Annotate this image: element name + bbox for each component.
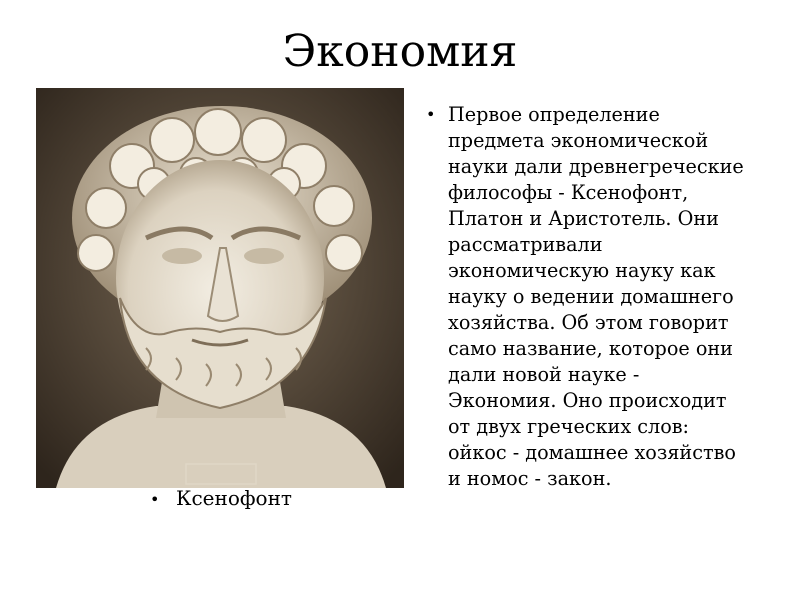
- bust-illustration: [36, 88, 404, 488]
- bullet-icon: •: [426, 105, 436, 124]
- text-line: философы - Ксенофонт,: [448, 181, 689, 204]
- text-line: Первое определение: [448, 103, 660, 126]
- text-line: ойкос - домашнее хозяйство: [448, 441, 736, 464]
- text-line: от двух греческих слов:: [448, 415, 690, 438]
- text-line: предмета экономической: [448, 129, 709, 152]
- slide-title: Экономия: [282, 26, 518, 77]
- text-line: рассматривали: [448, 233, 603, 256]
- text-line: дали новой науке -: [448, 363, 640, 386]
- text-line: хозяйства. Об этом говорит: [448, 311, 729, 334]
- caption-text: Ксенофонт: [176, 486, 292, 510]
- text-line: науки дали древнегреческие: [448, 155, 744, 178]
- definition-paragraph: [426, 102, 778, 492]
- bust-caption: [150, 484, 292, 514]
- xenophon-bust-photo: [36, 88, 404, 488]
- text-line: экономическую науку как: [448, 259, 716, 282]
- text-line: науку о ведении домашнего: [448, 285, 734, 308]
- bullet-icon: •: [150, 489, 160, 509]
- text-line: само название, которое они: [448, 337, 733, 360]
- text-line: Платон и Аристотель. Они: [448, 207, 719, 230]
- text-line: и номос - закон.: [448, 467, 612, 490]
- text-line: Экономия. Оно происходит: [448, 389, 727, 412]
- paragraph-body: [448, 102, 778, 492]
